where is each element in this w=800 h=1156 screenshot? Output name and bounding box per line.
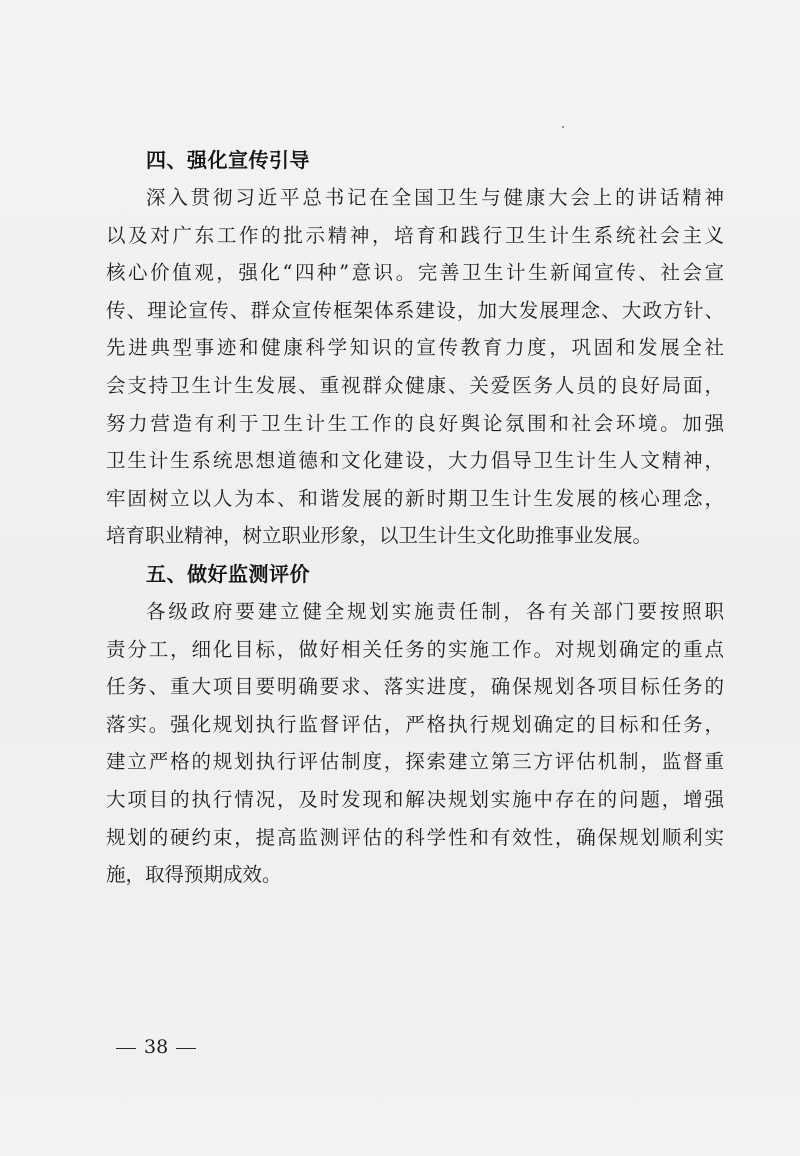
page-number: 38 (144, 1036, 169, 1058)
paragraph-line: 责分工，细化目标，做好相关任务的实施工作。对规划确定的重点 (106, 637, 724, 661)
paragraph-line: 努力营造有利于卫生计生工作的良好舆论氛围和社会环境。加强 (106, 411, 724, 435)
paragraph-line: 深入贯彻习近平总书记在全国卫生与健康大会上的讲话精神 (146, 186, 724, 209)
section-5-paragraph (106, 593, 724, 894)
paragraph-line: 核心价值观，强化“四种”意识。完善卫生计生新闻宣传、社会宣 (106, 261, 724, 285)
page-number-dash-left (116, 1048, 136, 1049)
paragraph-line: 以及对广东工作的批示精神，培育和践行卫生计生系统社会主义 (106, 223, 724, 247)
paragraph-line: 施，取得预期成效。 (106, 863, 282, 887)
paragraph-line: 大项目的执行情况，及时发现和解决规划实施中存在的问题，增强 (106, 787, 724, 811)
document-body (106, 142, 724, 894)
paragraph-line: 卫生计生系统思想道德和文化建设，大力倡导卫生计生人文精神， (106, 449, 724, 473)
page-number-dash-right (176, 1048, 196, 1049)
paragraph-line: 传、理论宣传、群众宣传框架体系建设，加大发展理念、大政方针、 (106, 298, 724, 322)
paragraph-line: 规划的硬约束，提高监测评估的科学性和有效性，确保规划顺利实 (106, 825, 724, 849)
paragraph-line: 先进典型事迹和健康科学知识的宣传教育力度，巩固和发展全社 (106, 336, 724, 360)
scan-speck (562, 126, 564, 128)
section-heading-5: 五、做好监测评价 (146, 561, 310, 586)
paragraph-line: 落实。强化规划执行监督评估，严格执行规划确定的目标和任务， (106, 712, 724, 736)
section-4-paragraph (106, 179, 724, 555)
section-heading-4: 四、强化宣传引导 (146, 148, 310, 172)
page-footer (116, 1034, 196, 1060)
paragraph-line: 各级政府要建立健全规划实施责任制，各有关部门要按照职 (146, 599, 724, 623)
paragraph-line: 牢固树立以人为本、和谐发展的新时期卫生计生发展的核心理念， (106, 486, 724, 510)
paragraph-line: 培育职业精神，树立职业形象，以卫生计生文化助推事业发展。 (106, 524, 653, 548)
paragraph-line: 会支持卫生计生发展、重视群众健康、关爱医务人员的良好局面， (106, 373, 724, 397)
paragraph-line: 建立严格的规划执行评估制度，探索建立第三方评估机制，监督重 (106, 750, 724, 774)
paragraph-line: 任务、重大项目要明确要求、落实进度，确保规划各项目标任务的 (106, 675, 724, 699)
